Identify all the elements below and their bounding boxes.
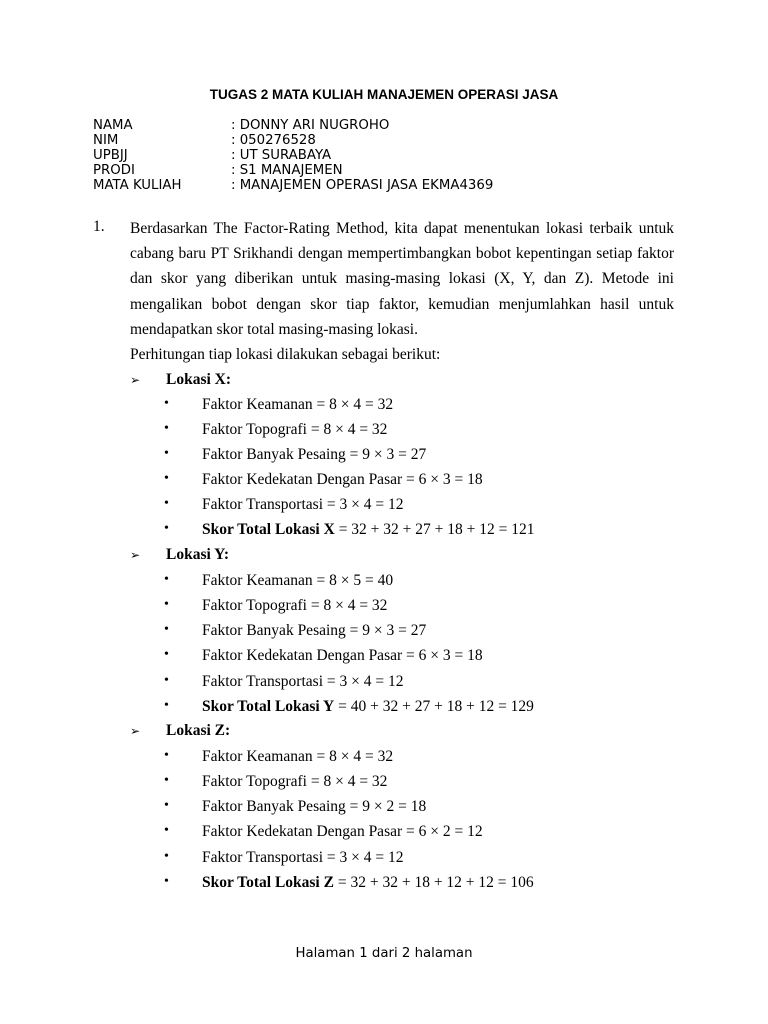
total-score-label: Skor Total Lokasi Y: [202, 698, 335, 715]
factor-item: Faktor Kedekatan Dengan Pasar = 6 × 3 = 18: [202, 471, 483, 488]
identity-label: UPBJJ: [93, 148, 128, 163]
bullet-icon: •: [164, 471, 169, 486]
bullet-icon: •: [164, 496, 169, 511]
bullet-icon: •: [164, 773, 169, 788]
factor-item: Faktor Transportasi = 3 × 4 = 12: [202, 673, 404, 690]
factor-item: Faktor Keamanan = 8 × 4 = 32: [202, 396, 394, 413]
factor-item: Faktor Keamanan = 8 × 5 = 40: [202, 572, 394, 589]
identity-value: : UT SURABAYA: [231, 148, 332, 163]
identity-label: PRODI: [93, 163, 135, 178]
question-paragraph: Berdasarkan The Factor-Rating Method, kita dapat menentukan lokasi terbaik untuk cabang baru PT Srikhandi dengan mempertimbangkan bobot kepentingan setiap faktor dan skor yang diberikan untuk masing-masing lokasi (X, Y, dan Z). Metode ini mengalikan bobot dengan skor tiap faktor, kemudian menjumlahkan hasil untuk mendapatkan skor total masing-masing lokasi.: [130, 220, 674, 338]
factor-item: Faktor Keamanan = 8 × 4 = 32: [202, 748, 394, 765]
total-score-value: = 32 + 32 + 27 + 18 + 12 = 121: [334, 521, 535, 538]
bullet-icon: •: [164, 874, 169, 889]
identity-block: [93, 118, 493, 193]
page-footer: Halaman 1 dari 2 halaman: [295, 946, 473, 961]
factor-item: Faktor Kedekatan Dengan Pasar = 6 × 3 = 18: [202, 647, 483, 664]
bullet-icon: •: [164, 673, 169, 688]
location-heading: Lokasi Z:: [166, 722, 231, 739]
location-heading: Lokasi X:: [166, 371, 232, 388]
total-score-label: Skor Total Lokasi Z: [202, 874, 334, 891]
bullet-icon: •: [164, 748, 169, 763]
bullet-icon: •: [164, 622, 169, 637]
identity-row-mata-kuliah: [93, 178, 493, 193]
total-score-line: [202, 521, 535, 539]
total-score-value: = 40 + 32 + 27 + 18 + 12 = 129: [334, 698, 534, 715]
identity-value: : S1 MANAJEMEN: [231, 163, 343, 178]
factor-item: Faktor Transportasi = 3 × 4 = 12: [202, 849, 404, 866]
factor-item: Faktor Banyak Pesaing = 9 × 3 = 27: [202, 446, 427, 463]
bullet-icon: •: [164, 396, 169, 411]
total-score-value: = 32 + 32 + 18 + 12 + 12 = 106: [333, 874, 534, 891]
bullet-icon: •: [164, 597, 169, 612]
factor-item: Faktor Topografi = 8 × 4 = 32: [202, 597, 388, 614]
bullet-icon: •: [164, 647, 169, 662]
identity-row-nama: [93, 118, 493, 133]
document-title: TUGAS 2 MATA KULIAH MANAJEMEN OPERASI JASA: [209, 87, 559, 102]
factor-item: Faktor Banyak Pesaing = 9 × 3 = 27: [202, 622, 427, 639]
location-heading: Lokasi Y:: [166, 546, 230, 563]
bullet-icon: •: [164, 798, 169, 813]
identity-row-upbjj: [93, 148, 493, 163]
arrow-bullet-icon: ➢: [130, 724, 141, 738]
bullet-icon: •: [164, 698, 169, 713]
bullet-icon: •: [164, 823, 169, 838]
factor-item: Faktor Kedekatan Dengan Pasar = 6 × 2 = 12: [202, 823, 483, 840]
identity-row-nim: [93, 133, 493, 148]
identity-label: NAMA: [93, 118, 133, 133]
bullet-icon: •: [164, 521, 169, 536]
arrow-bullet-icon: ➢: [130, 373, 141, 387]
identity-label: NIM: [93, 133, 119, 148]
calculation-intro: Perhitungan tiap lokasi dilakukan sebagai berikut:: [130, 346, 441, 363]
identity-value: : 050276528: [231, 133, 316, 148]
total-score-label: Skor Total Lokasi X: [202, 521, 335, 538]
identity-row-prodi: [93, 163, 493, 178]
factor-item: Faktor Transportasi = 3 × 4 = 12: [202, 496, 404, 513]
factor-item: Faktor Banyak Pesaing = 9 × 2 = 18: [202, 798, 427, 815]
question-number: 1.: [93, 218, 105, 235]
total-score-line: [202, 698, 534, 716]
identity-label: MATA KULIAH: [93, 178, 182, 193]
arrow-bullet-icon: ➢: [130, 548, 141, 562]
bullet-icon: •: [164, 446, 169, 461]
factor-item: Faktor Topografi = 8 × 4 = 32: [202, 773, 388, 790]
bullet-icon: •: [164, 421, 169, 436]
total-score-line: [202, 874, 534, 892]
identity-value: : DONNY ARI NUGROHO: [231, 118, 390, 133]
bullet-icon: •: [164, 572, 169, 587]
bullet-icon: •: [164, 849, 169, 864]
factor-item: Faktor Topografi = 8 × 4 = 32: [202, 421, 388, 438]
identity-value: : MANAJEMEN OPERASI JASA EKMA4369: [231, 178, 494, 193]
